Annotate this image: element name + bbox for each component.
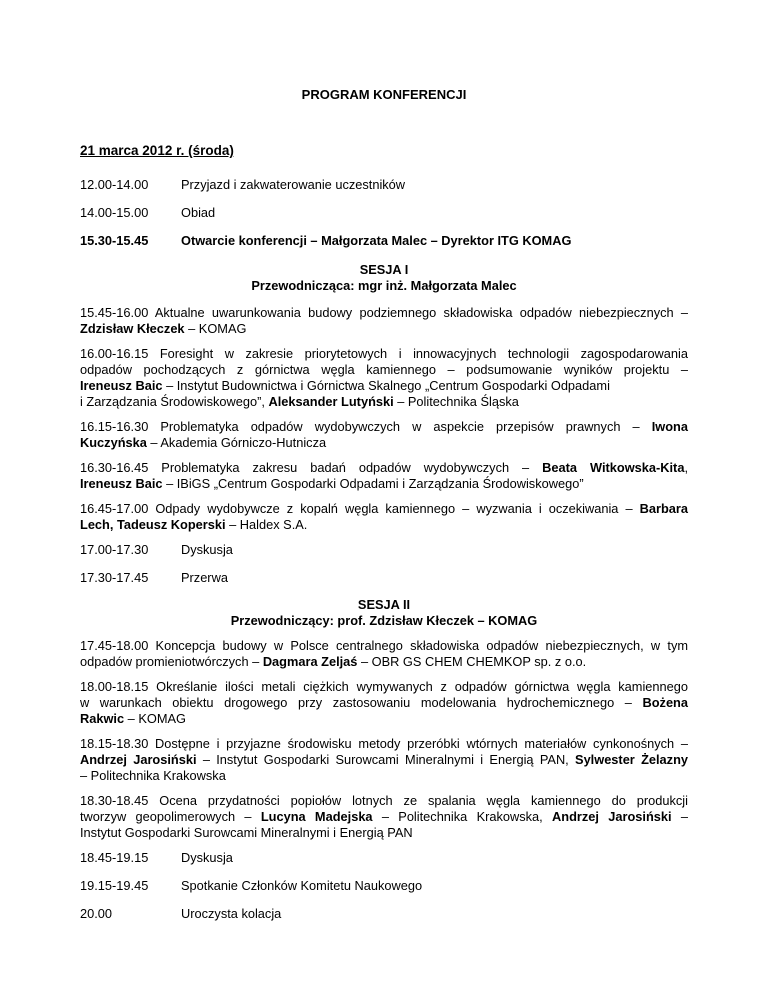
schedule-desc: Spotkanie Członków Komitetu Naukowego [181, 878, 423, 893]
speaker-name: Iwona [651, 419, 688, 434]
talk-text: 18.00-18.15 Określanie ilości metali ciężkich wymywanych z odpadów górnictwa węgla kamiennego [80, 679, 688, 694]
speaker-name: Bożena [642, 695, 688, 710]
talk-text: – [671, 809, 688, 824]
talk-text: , [684, 460, 689, 475]
schedule-desc: Otwarcie konferencji – Małgorzata Malec – Dyrektor ITG KOMAG [181, 233, 572, 248]
talk-text: odpadów promieniotwórczych – [80, 654, 263, 669]
session-name: SESJA II [357, 597, 411, 612]
schedule-time: 19.15-19.45 [80, 878, 149, 893]
talk-text: 18.30-18.45 Ocena przydatności popiołów lotnych ze spalania węgla kamiennego do produkcji [80, 793, 688, 808]
schedule-desc: Dyskusja [181, 850, 233, 865]
talk-text: 18.15-18.30 Dostępne i przyjazne środowisku metody przeróbki wtórnych materiałów cynkonośnych – [80, 736, 688, 751]
talk-text: – Instytut Gospodarki Surowcami Mineralnymi i Energią PAN, [196, 752, 576, 767]
speaker-name: Barbara [639, 501, 688, 516]
schedule-time: 14.00-15.00 [80, 205, 149, 220]
talk-text: – Politechnika Śląska [393, 394, 519, 409]
talk-text: – OBR GS CHEM CHEMKOP sp. z o.o. [357, 654, 587, 669]
schedule-time: 17.00-17.30 [80, 542, 149, 557]
session-heading [80, 262, 688, 294]
talk-item [80, 305, 688, 337]
schedule-desc: Obiad [181, 205, 216, 220]
schedule-time: 20.00 [80, 906, 113, 921]
talk-item [80, 346, 688, 410]
speaker-name: Dagmara Zeljaś [262, 654, 358, 669]
talk-item [80, 638, 688, 670]
talk-text: i Zarządzania Środowiskowego”, [80, 394, 269, 409]
speaker-name: Lech, Tadeusz Koperski [80, 517, 226, 532]
session-chair: Przewodnicząca: mgr inż. Małgorzata Malec [251, 278, 517, 293]
talk-item [80, 460, 688, 492]
talk-item [80, 736, 688, 784]
talk-text: – Akademia Górniczo-Hutnicza [146, 435, 327, 450]
talk-item [80, 679, 688, 727]
schedule-time: 15.30-15.45 [80, 233, 149, 248]
talk-text: tworzyw geopolimerowych – [80, 809, 261, 824]
talk-text: – KOMAG [184, 321, 247, 336]
session-heading [80, 597, 688, 629]
talk-text: – IBiGS „Centrum Gospodarki Odpadami i Zarządzania Środowiskowego” [162, 476, 584, 491]
day-heading: 21 marca 2012 r. (środa) [80, 143, 234, 158]
speaker-name: Lucyna Madejska [260, 809, 373, 824]
talk-text: – Politechnika Krakowska, [372, 809, 553, 824]
schedule-time: 12.00-14.00 [80, 177, 149, 192]
talk-item [80, 793, 688, 841]
speaker-name: Zdzisław Kłeczek [80, 321, 185, 336]
speaker-name: Ireneusz Baic [80, 476, 163, 491]
page-title: PROGRAM KONFERENCJI [301, 87, 467, 102]
talk-text: Instytut Gospodarki Surowcami Mineralnymi i Energią PAN [80, 825, 413, 840]
talk-item [80, 501, 688, 533]
talk-text: – KOMAG [124, 711, 186, 726]
talk-text: – Politechnika Krakowska [80, 768, 226, 783]
talk-text: – Haldex S.A. [225, 517, 308, 532]
schedule-time: 18.45-19.15 [80, 850, 149, 865]
speaker-name: Andrzej Jarosiński [80, 752, 197, 767]
speaker-name: Aleksander Lutyński [268, 394, 394, 409]
schedule-desc: Uroczysta kolacja [181, 906, 282, 921]
talk-text: 16.15-16.30 Problematyka odpadów wydobywczych w aspekcie przepisów prawnych – [80, 419, 652, 434]
talk-item [80, 419, 688, 451]
schedule-desc: Przerwa [181, 570, 228, 585]
talk-text: odpadów pochodzących z górnictwa węgla kamiennego – podsumowanie wyników projektu – [80, 362, 688, 377]
speaker-name: Beata Witkowska-Kita [542, 460, 685, 475]
speaker-name: Andrzej Jarosiński [552, 809, 672, 824]
talk-text: 16.30-16.45 Problematyka zakresu badań odpadów wydobywczych – [80, 460, 543, 475]
talk-text: – Instytut Budownictwa i Górnictwa Skalnego „Centrum Gospodarki Odpadami [162, 378, 610, 393]
schedule-desc: Przyjazd i zakwaterowanie uczestników [181, 177, 406, 192]
talk-text: w warunkach obiektu drogowego przy zastosowaniu modelowania hydrochemicznego – [80, 695, 643, 710]
schedule-desc: Dyskusja [181, 542, 233, 557]
speaker-name: Ireneusz Baic [80, 378, 163, 393]
talk-text: 15.45-16.00 Aktualne uwarunkowania budowy podziemnego składowiska odpadów niebezpiecznych – [80, 305, 688, 320]
speaker-name: Sylwester Żelazny [575, 752, 689, 767]
schedule-time: 17.30-17.45 [80, 570, 149, 585]
session-chair: Przewodniczący: prof. Zdzisław Kłeczek – KOMAG [230, 613, 538, 628]
talk-text: 16.45-17.00 Odpady wydobywcze z kopalń węgla kamiennego – wyzwania i oczekiwania – [80, 501, 640, 516]
talk-text: 17.45-18.00 Koncepcja budowy w Polsce centralnego składowiska odpadów niebezpiecznych, w tym [80, 638, 688, 653]
talk-text: 16.00-16.15 Foresight w zakresie priorytetowych i innowacyjnych technologii zagospodarowania [80, 346, 688, 361]
speaker-name: Kuczyńska [80, 435, 147, 450]
session-name: SESJA I [359, 262, 409, 277]
speaker-name: Rakwic [80, 711, 125, 726]
